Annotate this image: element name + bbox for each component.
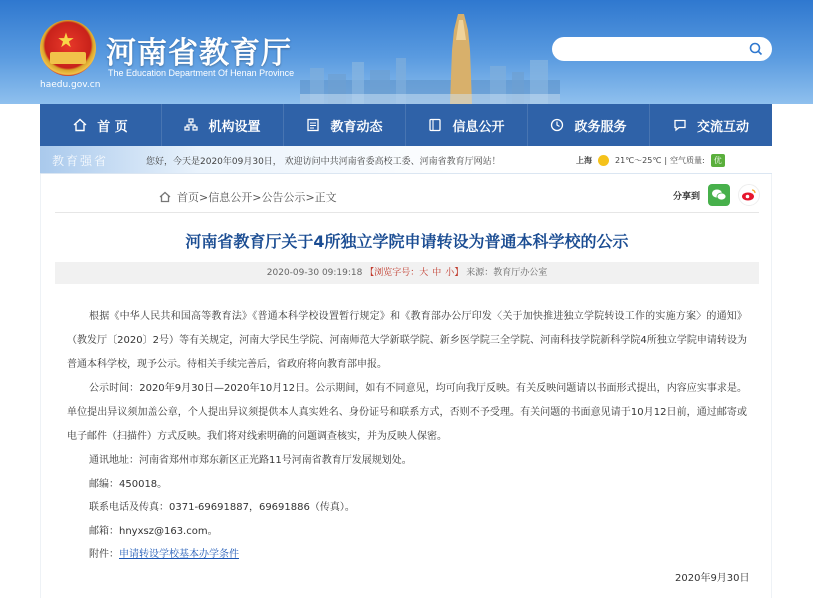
nav-item-label: 教育动态: [330, 119, 383, 135]
news-icon: [306, 118, 320, 132]
attachment-label: 附件：: [89, 549, 119, 560]
site-title[interactable]: 河南省教育厅: [106, 36, 292, 71]
article-title: 河南省教育厅关于4所独立学院申请转设为普通本科学校的公示: [185, 232, 629, 251]
weather-temp: 21℃～25℃: [615, 155, 662, 165]
search-box[interactable]: [552, 37, 772, 61]
share-bar: [673, 184, 760, 206]
nav-item-org[interactable]: [162, 104, 284, 146]
main-nav: [40, 104, 772, 146]
welcome-text: 您好，今天是2020年09月30日， 欢迎访问中共河南省委高校工委、河南省教育厅网站！: [146, 157, 501, 167]
font-size-large-button[interactable]: 大: [419, 268, 429, 278]
national-emblem-logo[interactable]: [40, 20, 96, 76]
share-label: 分享到: [673, 191, 701, 202]
city-skyline-image: [300, 10, 560, 104]
service-icon: [550, 118, 564, 132]
wechat-icon: [711, 188, 727, 202]
breadcrumb-current: 正文: [314, 191, 337, 204]
nav-item-info[interactable]: [406, 104, 528, 146]
signature-date: 2020年9月30日: [675, 573, 750, 584]
nav-item-interact[interactable]: [650, 104, 772, 146]
weibo-icon: [741, 188, 757, 202]
article-source: 来源：教育厅办公室: [466, 268, 548, 278]
contact-postcode: 邮编：450018。: [89, 478, 168, 490]
weather-city: 上海: [576, 155, 592, 165]
contact-email: 邮箱：hnyxsz@163.com。: [89, 525, 218, 537]
site-url: haedu.gov.cn: [40, 80, 101, 90]
infobar-watermark: 教育强省: [52, 154, 109, 168]
breadcrumb-separator: >: [252, 190, 262, 204]
site-header: [0, 0, 813, 104]
article-container: [40, 174, 772, 598]
document-icon: [428, 118, 442, 132]
font-size-small-button[interactable]: 小: [445, 268, 455, 278]
nav-item-label: 首 页: [97, 119, 128, 135]
wechat-share-button[interactable]: [708, 184, 730, 206]
attachment-link[interactable]: 申请转设学校基本办学条件: [119, 549, 239, 560]
star-icon: ★: [57, 28, 75, 52]
search-icon[interactable]: [748, 41, 764, 57]
breadcrumb-separator: >: [305, 190, 315, 204]
font-size-label-end: 】: [454, 268, 464, 278]
home-icon: [159, 191, 171, 203]
breadcrumb-subsection[interactable]: 公告公示: [261, 191, 306, 204]
aqi-label: 空气质量:: [670, 155, 705, 165]
breadcrumb-separator: >: [199, 190, 209, 204]
article-paragraph: 公示时间：2020年9月30日—2020年10月12日。公示期间，如有不同意见，均可向我厅反映。有关反映问题请以书面形式提出，内容应实事求是。单位提出异议须加盖公章，个人提出异议须提供本人真实姓名、身份证号和联系方式，否则不予受理。有关问题的书面意见请于10月12日前，通过邮寄或电子邮件（扫描件）方式反映。我们将对线索明确的问题调查核实，并为反映人保密。: [67, 383, 747, 442]
breadcrumb-home[interactable]: 首页: [177, 191, 199, 204]
info-bar: [40, 146, 772, 174]
nav-item-home[interactable]: [40, 104, 162, 146]
site-subtitle: The Education Department Of Henan Province: [108, 68, 295, 78]
article-meta: [55, 262, 759, 284]
nav-item-label: 信息公开: [452, 119, 505, 135]
publish-date: 2020-09-30 09:19:18: [266, 268, 363, 278]
font-size-medium-button[interactable]: 中: [432, 268, 442, 278]
search-input[interactable]: [564, 40, 734, 58]
article-body: [67, 305, 747, 567]
attachment-row: [67, 543, 747, 567]
nav-item-service[interactable]: [528, 104, 650, 146]
contact-phone: 联系电话及传真：0371-69691887，69691886（传真）。: [89, 502, 355, 513]
weather-widget: 上海 21℃～25℃ | 空气质量: 优: [576, 152, 725, 168]
header-divider: [55, 212, 759, 213]
breadcrumb-section[interactable]: 信息公开: [208, 191, 253, 204]
nav-item-label: 交流互动: [696, 119, 749, 135]
emblem-base: [50, 52, 86, 64]
font-size-label: 【浏览字号：: [365, 268, 420, 278]
aqi-badge: 优: [711, 154, 725, 167]
org-icon: [184, 118, 198, 132]
breadcrumb: [159, 189, 337, 205]
nav-item-label: 机构设置: [208, 119, 261, 135]
weibo-share-button[interactable]: [738, 184, 760, 206]
contact-address: 通讯地址：河南省郑州市郑东新区正光路11号河南省教育厅发展规划处。: [89, 455, 412, 466]
nav-item-label: 政务服务: [574, 119, 627, 135]
home-icon: [73, 118, 87, 132]
sun-icon: [598, 155, 609, 166]
nav-item-news[interactable]: [284, 104, 406, 146]
article-paragraph: 根据《中华人民共和国高等教育法》《普通本科学校设置暂行规定》和《教育部办公厅印发〈关于加快推进独立学院转设工作的实施方案〉的通知》（教发厅〔2020〕2号）等有关规定，河南大学民生学院、河南师范大学新联学院、新乡医学院三全学院、河南科技学院新科学院4所独立学院申请转设为普通本科学校，现予公示。待相关手续完善后，省政府将向教育部申报。: [67, 311, 747, 370]
chat-icon: [673, 118, 687, 132]
